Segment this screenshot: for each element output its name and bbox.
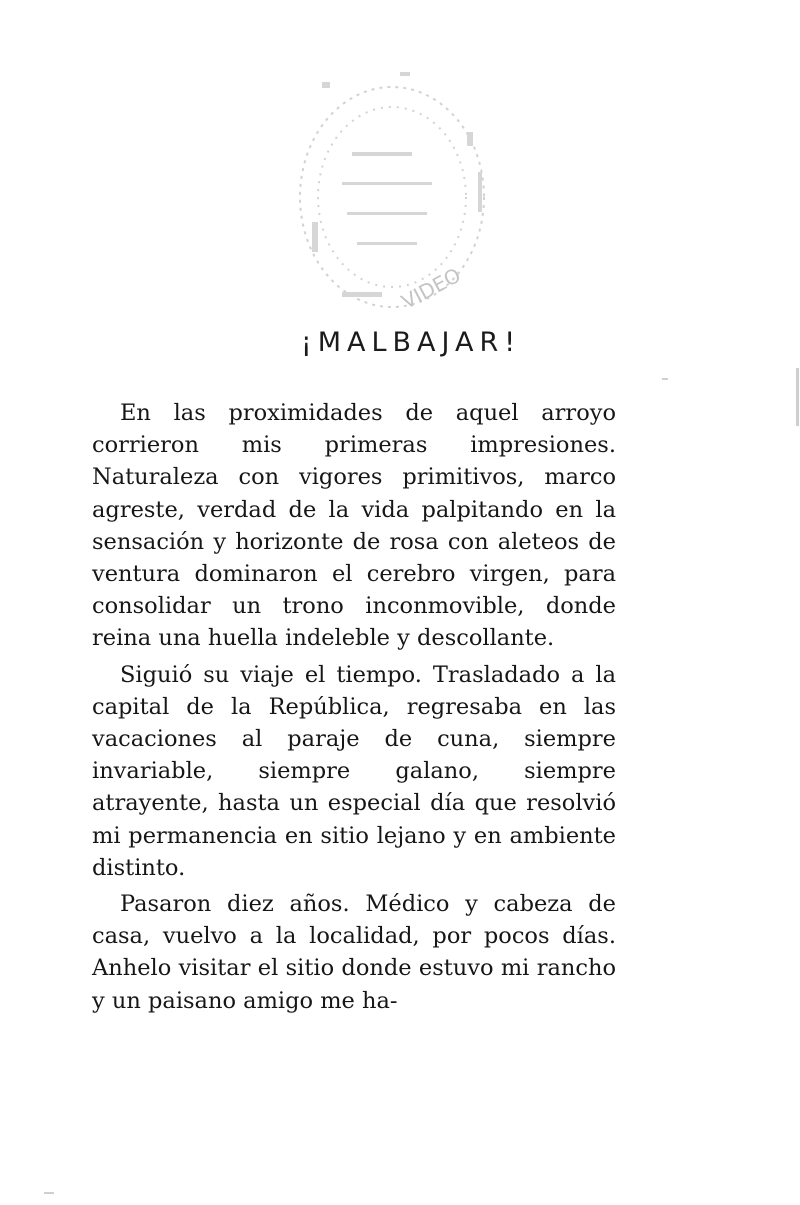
scan-mark: [44, 1192, 54, 1194]
paragraph-3: Pasaron diez años. Médico y cabeza de casa, vuelvo a la localidad, por pocos días. Anhelo visitar el sitio donde estuvo mi rancho y un paisano amigo me ha-: [92, 891, 616, 1014]
library-stamp-seal: [282, 62, 502, 322]
scan-mark: [662, 378, 668, 380]
stamp-text: VIDEO: [397, 262, 465, 314]
paragraph-2: Siguió su viaje el tiempo. Trasladado a la capital de la República, regresaba en las vacaciones al paraje de cuna, siempre invariable, siempre galano, siempre atrayente, hasta un especial día que resolvió mi permanencia en sitio lejano y en ambiente distinto.: [92, 661, 616, 881]
chapter-title: ¡MALBAJAR!: [300, 327, 522, 358]
paragraph-1: En las proximidades de aquel arroyo corrieron mis primeras impresiones. Naturaleza con vigores primitivos, marco agreste, verdad de la vida palpitando en la sensación y horizonte de rosa con aleteos de ventura dominaron el cerebro virgen, para consolidar un trono inconmovible, donde reina una huella indeleble y descollante.: [92, 400, 616, 652]
scan-mark: [796, 368, 799, 426]
body-text: [92, 397, 616, 1021]
